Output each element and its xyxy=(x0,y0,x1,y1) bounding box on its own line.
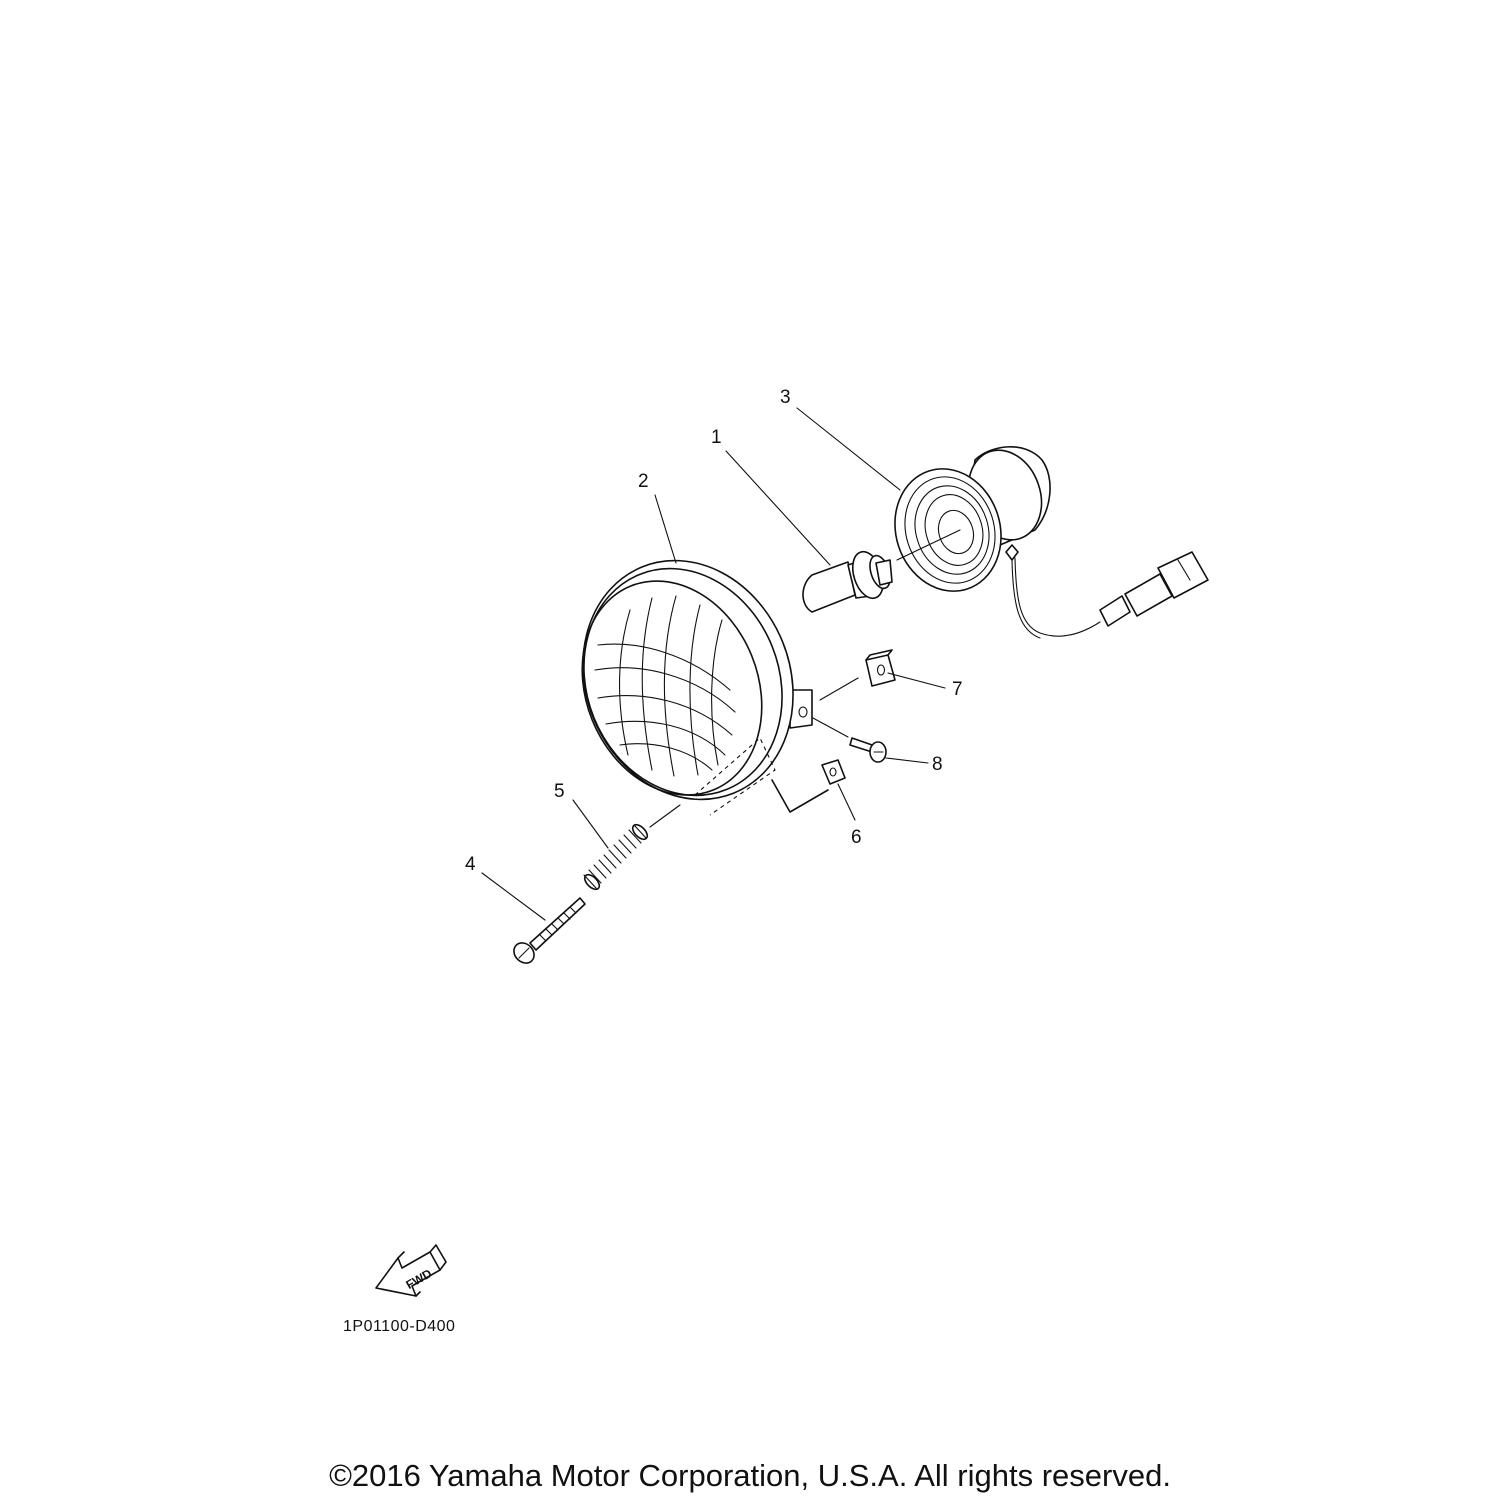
part-nut-6 xyxy=(772,760,845,812)
fwd-arrow-icon xyxy=(376,1245,446,1296)
diagram-code: 1P01100-D400 xyxy=(343,1318,456,1335)
callout-6: 6 xyxy=(851,827,862,848)
callout-1: 1 xyxy=(711,427,722,448)
fwd-label: FWD xyxy=(403,1266,435,1293)
part-adjust-screw-4 xyxy=(510,898,585,967)
copyright-notice: ©2016 Yamaha Motor Corporation, U.S.A. All rights reserved. xyxy=(329,1458,1171,1493)
part-headlight xyxy=(548,529,829,832)
part-clip-nut-7 xyxy=(820,650,895,700)
callout-8: 8 xyxy=(932,754,943,775)
part-spring-5 xyxy=(582,805,680,892)
connector xyxy=(1100,552,1208,626)
part-socket-housing xyxy=(879,440,1208,638)
callout-7: 7 xyxy=(952,679,963,700)
callout-3: 3 xyxy=(780,387,791,408)
callout-4: 4 xyxy=(465,854,476,875)
part-screw-8 xyxy=(813,718,886,762)
callout-5: 5 xyxy=(554,781,565,802)
callout-2: 2 xyxy=(638,471,649,492)
